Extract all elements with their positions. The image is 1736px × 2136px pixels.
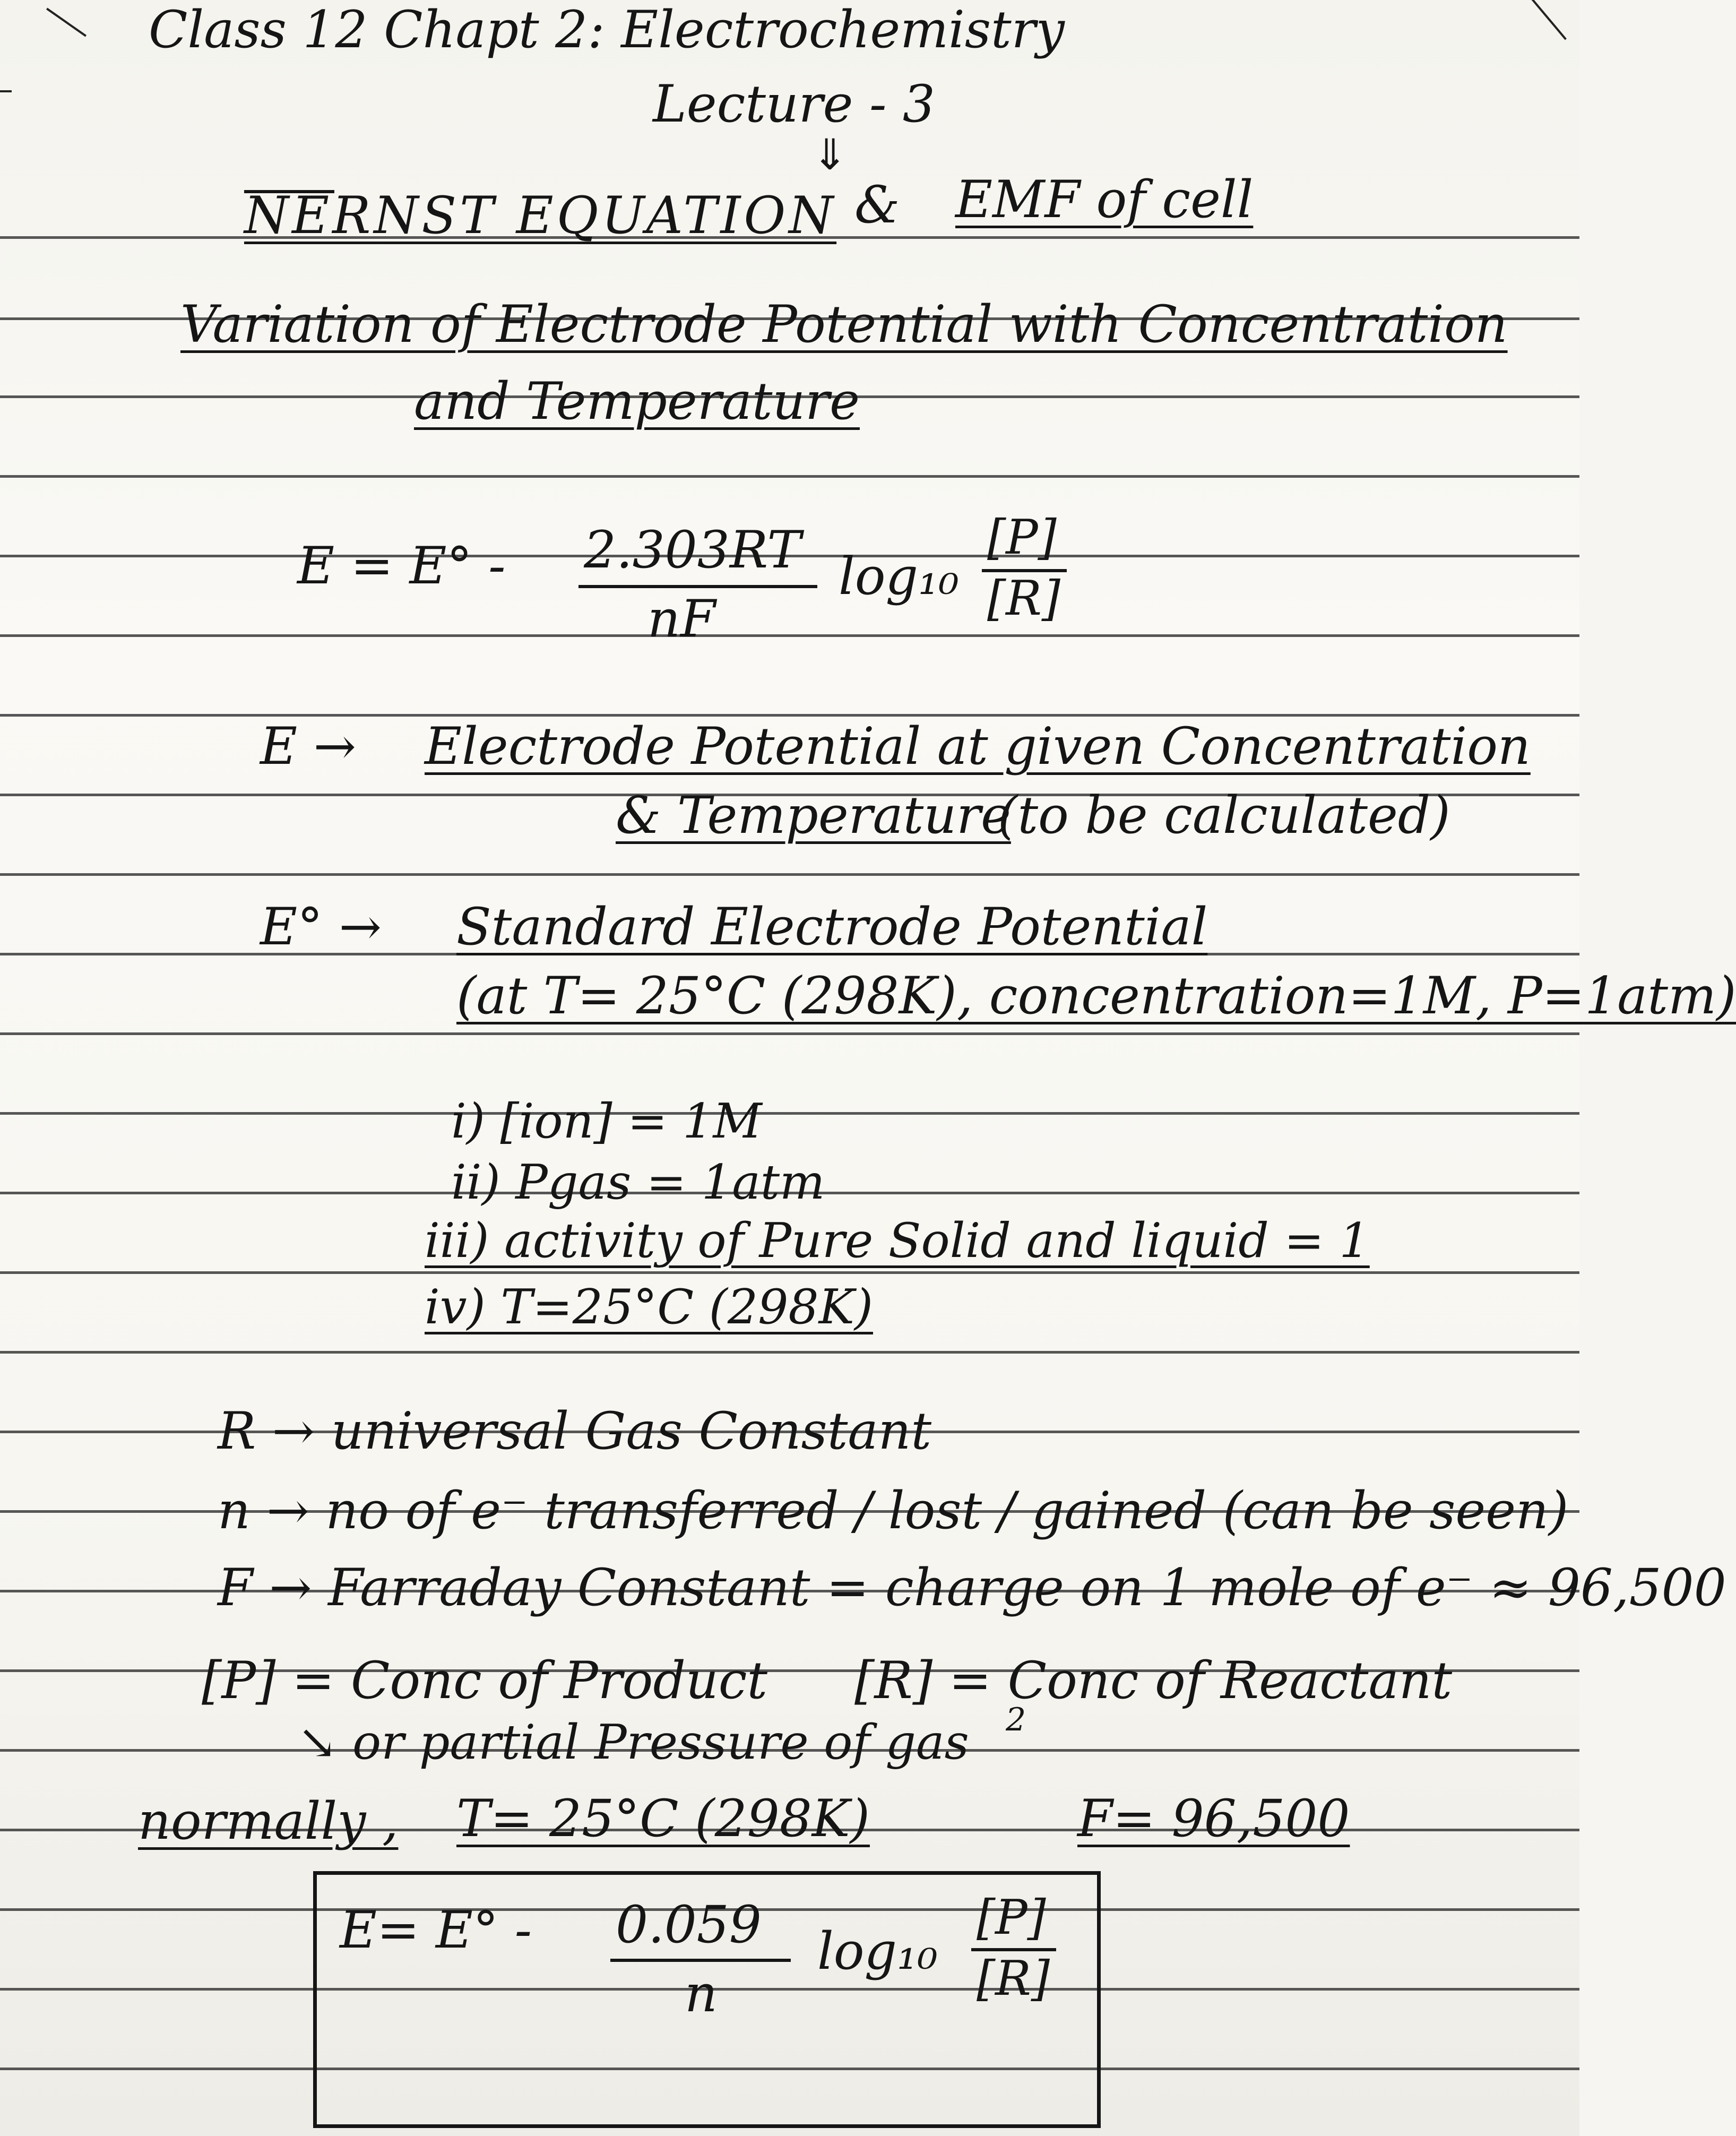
def-reactant: [R] = Conc of Reactant	[854, 1651, 1453, 1710]
corner-scribble	[46, 8, 87, 37]
ruled-line	[0, 1112, 1579, 1115]
condition-item: ii) Pgas = 1atm	[451, 1155, 825, 1210]
eq1-denominator: nF	[647, 589, 716, 649]
eq2-numerator: 0.059	[616, 1895, 762, 1954]
normally-temperature: T= 25°C (298K)	[456, 1789, 870, 1848]
eq2-lhs: E= E° -	[340, 1900, 532, 1960]
eq1-numerator: 2.303RT	[584, 520, 801, 580]
ruled-line	[0, 475, 1579, 478]
def-e-note: (to be calculated)	[998, 786, 1450, 845]
eq2-fraction-bar	[610, 1959, 791, 1962]
condition-item: iv) T=25°C (298K)	[425, 1279, 874, 1335]
normally-faraday: F= 96,500	[1077, 1789, 1350, 1848]
eq2-frac-top: [P]	[977, 1890, 1046, 1945]
title-nernst-equation: NERNST EQUATION	[244, 186, 837, 245]
title-ampersand: &	[854, 175, 900, 235]
ruled-line	[0, 1351, 1579, 1354]
eq1-log: log₁₀	[839, 547, 959, 606]
eq2-log: log₁₀	[817, 1922, 938, 1981]
eq1-lhs: E = E° -	[297, 536, 506, 596]
def-product: [P] = Conc of Product	[202, 1651, 768, 1710]
def-e-line1: Electrode Potential at given Concentration	[425, 717, 1531, 776]
condition-item: i) [ion] = 1M	[451, 1093, 762, 1149]
corner-scribble	[0, 90, 12, 92]
def-partial-pressure: ↘ or partial Pressure of gas	[297, 1715, 969, 1770]
def-e0-symbol: E° →	[260, 897, 382, 957]
def-e-line2: & Temperature	[616, 786, 1011, 845]
down-arrow-icon: ⇓	[812, 130, 848, 179]
constant-f: F → Farraday Constant = charge on 1 mole of e⁻ ≈ 96,500	[218, 1558, 1726, 1617]
title-emf-of-cell: EMF of cell	[955, 170, 1254, 229]
eq1-fraction-bar	[578, 585, 817, 588]
chapter-heading: Class 12 Chapt 2: Electrochemistry	[149, 0, 1065, 59]
ruled-line	[0, 634, 1579, 637]
eq1-frac-top: [P]	[987, 510, 1057, 565]
section-heading-line2: and Temperature	[414, 372, 860, 431]
def-e-symbol: E →	[260, 717, 357, 776]
superscript-two: 2	[1006, 1701, 1026, 1738]
def-e0-line1: Standard Electrode Potential	[456, 897, 1208, 957]
eq1-frac-bottom: [R]	[987, 571, 1060, 626]
ruled-line	[0, 1271, 1579, 1274]
ruled-line	[0, 873, 1579, 876]
eq2-frac-bottom: [R]	[977, 1951, 1050, 2006]
ruled-line	[0, 1032, 1579, 1035]
constant-n: n → no of e⁻ transferred / lost / gained (can be seen)	[218, 1481, 1569, 1540]
section-heading-line1: Variation of Electrode Potential with Concentration	[180, 295, 1508, 354]
def-e0-line2: (at T= 25°C (298K), concentration=1M, P=1atm)	[456, 966, 1736, 1026]
corner-scribble	[1527, 0, 1567, 40]
normally-label: normally ,	[138, 1792, 399, 1851]
eq2-denominator: n	[685, 1964, 718, 2023]
condition-item: iii) activity of Pure Solid and liquid = 1	[425, 1213, 1370, 1269]
lecture-number: Lecture - 3	[653, 74, 935, 134]
constant-r: R → universal Gas Constant	[218, 1401, 932, 1461]
